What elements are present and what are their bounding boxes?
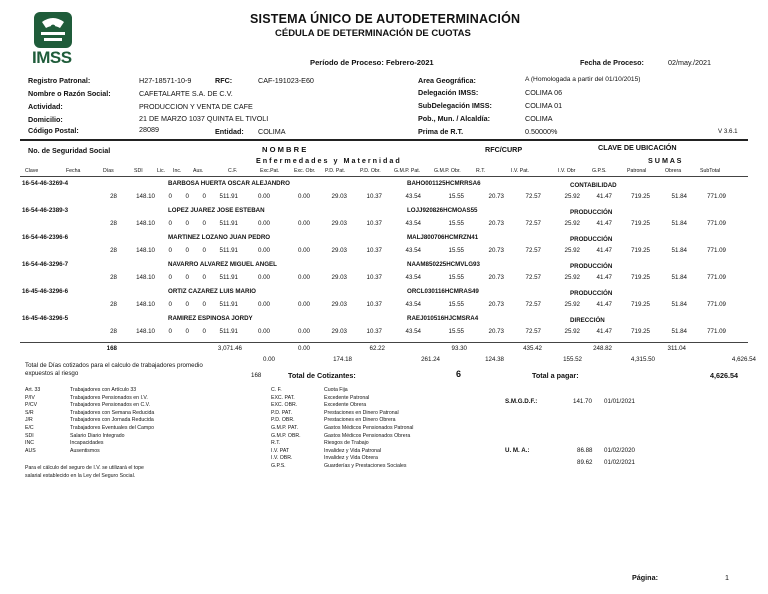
- employee-area: PRODUCCIÓN: [570, 290, 613, 297]
- process-period: Período de Proceso: Febrero-2021: [310, 58, 434, 67]
- row-value: 28: [110, 193, 117, 200]
- entidad-value: COLIMA: [258, 127, 286, 136]
- legend-code: P.D. OBR.: [271, 417, 295, 424]
- smgdf-value: 141.70: [573, 398, 592, 405]
- row-value: 15.55: [448, 328, 464, 335]
- row-value: 29.03: [331, 247, 347, 254]
- smgdf-date: 01/01/2021: [604, 398, 635, 405]
- uma-label: U. M. A.:: [505, 447, 530, 454]
- row-value: 771.09: [707, 193, 726, 200]
- row-value: 0.00: [297, 301, 310, 308]
- employee-curp: BAHO001125HCMRRSA6: [407, 180, 481, 187]
- legend-desc: Gastos Médicos Pensionados Patronal: [324, 425, 414, 431]
- total-line1-value: 93.30: [451, 345, 467, 352]
- domicilio-value: 21 DE MARZO 1037 QUINTA EL TIVOLI: [139, 114, 269, 123]
- row-value: 719.25: [631, 193, 650, 200]
- delegacion-value: COLIMA 06: [525, 88, 563, 97]
- row-value: 28: [110, 328, 117, 335]
- nombre-value: CAFETALARTE S.A. DE C.V.: [139, 89, 233, 98]
- row-value: 719.25: [631, 274, 650, 281]
- row-value: 15.55: [448, 193, 464, 200]
- row-value: 29.03: [331, 220, 347, 227]
- row-value: 0: [185, 193, 189, 200]
- legend-desc: Riesgos de Trabajo: [324, 440, 369, 447]
- row-value: 0.00: [257, 301, 270, 308]
- employee-name: LOPEZ JUAREZ JOSE ESTEBAN: [168, 207, 265, 214]
- subheader-label: G.M.P. Obr.: [434, 168, 461, 174]
- total-line2-value: 124.38: [485, 356, 504, 363]
- legend-note-2: salarial establecido en la Ley del Seguro Social.: [25, 473, 136, 479]
- total-line2-value: 155.52: [563, 356, 582, 363]
- subheader-label: P.D. Pat.: [325, 168, 346, 174]
- row-value: 0: [202, 193, 206, 200]
- row-value: 0: [168, 301, 172, 308]
- row-value: 10.37: [366, 220, 382, 227]
- col-sumas: S U M A S: [648, 156, 682, 165]
- row-value: 719.25: [631, 328, 650, 335]
- row-value: 20.73: [488, 247, 504, 254]
- row-value: 0: [185, 328, 189, 335]
- dias-total: 168: [251, 372, 262, 379]
- row-value: 43.54: [405, 193, 421, 200]
- row-value: 41.47: [596, 220, 612, 227]
- uma-date-2: 01/02/2021: [604, 459, 635, 466]
- row-value: 0: [202, 301, 206, 308]
- row-value: 771.09: [707, 328, 726, 335]
- subheader-label: Exc. Obr.: [294, 168, 316, 174]
- row-value: 10.37: [366, 274, 382, 281]
- row-value: 72.57: [525, 247, 541, 254]
- legend-desc: Guarderías y Prestaciones Sociales: [324, 463, 407, 469]
- total-line1-value: 168: [106, 345, 117, 352]
- row-value: 43.54: [405, 247, 421, 254]
- employee-nss: 16-54-46-3296-7: [22, 261, 69, 268]
- row-value: 0: [202, 220, 206, 227]
- row-value: 72.57: [525, 274, 541, 281]
- row-value: 20.73: [488, 274, 504, 281]
- rfc-value: CAF-191023-E60: [258, 76, 314, 85]
- document-title: SISTEMA ÚNICO DE AUTODETERMINACIÓN: [250, 12, 521, 26]
- row-value: 72.57: [525, 301, 541, 308]
- legend-code: E/C: [25, 425, 34, 431]
- row-value: 51.84: [671, 274, 687, 281]
- actividad-value: PRODUCCION Y VENTA DE CAFE: [139, 102, 253, 111]
- col-enf: E n f e r m e d a d e s y M a t e r n i d a d: [256, 156, 400, 165]
- legend-desc: Prestaciones en Dinero Patronal: [324, 409, 399, 416]
- row-value: 41.47: [596, 274, 612, 281]
- row-value: 29.03: [331, 301, 347, 308]
- row-value: 719.25: [631, 301, 650, 308]
- employee-nss: 16-54-46-2396-6: [22, 234, 69, 241]
- legend-code: I.V. OBR.: [271, 455, 293, 462]
- row-value: 10.37: [366, 328, 382, 335]
- prima-label: Prima de R.T.: [418, 127, 464, 136]
- row-value: 0.00: [297, 193, 310, 200]
- row-value: 0.00: [257, 220, 270, 227]
- row-value: 0.00: [257, 274, 270, 281]
- page-number: 1: [725, 573, 729, 582]
- total-line2-value: 0.00: [262, 356, 275, 363]
- row-value: 41.47: [596, 301, 612, 308]
- row-value: 10.37: [366, 193, 382, 200]
- employee-name: ORTIZ CAZAREZ LUIS MARIO: [168, 288, 256, 295]
- row-value: 51.84: [671, 328, 687, 335]
- uma-value-1: 86.88: [577, 447, 593, 454]
- row-value: 25.92: [564, 328, 580, 335]
- legend-desc: Trabajadores Eventuales del Campo: [70, 425, 155, 431]
- pagar-value: 4,626.54: [710, 371, 738, 380]
- pob-label: Pob., Mun. / Alcaldía:: [418, 114, 491, 123]
- row-value: 29.03: [331, 274, 347, 281]
- subheader-label: G.P.S.: [592, 168, 607, 174]
- legend-code: INC: [25, 440, 34, 447]
- row-value: 0: [185, 301, 189, 308]
- total-line2-value: 4,626.54: [731, 356, 756, 363]
- row-value: 771.09: [707, 274, 726, 281]
- row-value: 41.47: [596, 328, 612, 335]
- row-value: 41.47: [596, 193, 612, 200]
- row-value: 51.84: [671, 220, 687, 227]
- subheader-label: Inc.: [173, 168, 182, 174]
- row-value: 28: [110, 274, 117, 281]
- legend-code: EXC. PAT.: [271, 394, 295, 401]
- employee-curp: ORCL030116HCMRAS49: [407, 288, 479, 295]
- subheader-label: Exc.Pat.: [260, 168, 280, 174]
- col-nss: No. de Seguridad Social: [28, 146, 111, 155]
- legend-desc: Excedente Patronal: [324, 394, 370, 401]
- row-value: 148.10: [136, 193, 155, 200]
- entidad-label: Entidad:: [215, 127, 244, 136]
- legend-code: C. F.: [271, 387, 282, 393]
- row-value: 25.92: [564, 301, 580, 308]
- legend-code: Art. 33: [25, 387, 41, 393]
- legend-desc: Salario Diario Integrado: [70, 432, 125, 439]
- row-value: 29.03: [331, 193, 347, 200]
- cp-value: 28089: [139, 125, 159, 134]
- legend-desc: Trabajadores con Semana Reducida: [70, 409, 155, 416]
- row-value: 41.47: [596, 247, 612, 254]
- row-value: 0: [168, 193, 172, 200]
- subdelegacion-label: SubDelegación IMSS:: [418, 101, 492, 110]
- process-date: 02/may./2021: [668, 58, 712, 67]
- subheader-label: SubTotal: [700, 168, 721, 174]
- row-value: 28: [110, 220, 117, 227]
- row-value: 10.37: [366, 247, 382, 254]
- registro-label: Registro Patronal:: [28, 76, 91, 85]
- row-value: 0: [185, 247, 189, 254]
- legend-code: G.P.S.: [271, 463, 286, 469]
- legend-code: P/IV: [25, 394, 35, 401]
- subheader-label: I.V. Obr: [558, 168, 576, 174]
- row-value: 511.91: [219, 274, 238, 281]
- row-value: 15.55: [448, 301, 464, 308]
- legend-code: S/R: [25, 409, 34, 416]
- row-value: 148.10: [136, 274, 155, 281]
- row-value: 28: [110, 301, 117, 308]
- pagar-label: Total a pagar:: [532, 371, 579, 380]
- row-value: 72.57: [525, 328, 541, 335]
- subheader-label: Días: [103, 168, 114, 174]
- legend-code: P.D. PAT.: [271, 409, 293, 416]
- total-line2-value: 174.18: [333, 356, 352, 363]
- page-label: Página:: [632, 573, 658, 582]
- totals-rule: [20, 342, 748, 343]
- row-value: 0: [168, 220, 172, 227]
- legend-code: EXC. OBR.: [271, 402, 298, 409]
- employee-nss: 16-45-46-3296-6: [22, 288, 69, 295]
- row-value: 148.10: [136, 301, 155, 308]
- employee-area: DIRECCIÓN: [570, 317, 605, 324]
- row-value: 0.00: [297, 220, 310, 227]
- employee-nss: 16-54-46-2389-3: [22, 207, 69, 214]
- legend-desc: Trabajadores Pensionados en C.V.: [70, 402, 151, 409]
- dias-note: Total de Días cotizados para el calculo de trabajadores promedio expuestos al riesgo: [25, 362, 203, 377]
- subheader-rule: [20, 176, 748, 177]
- row-value: 20.73: [488, 220, 504, 227]
- rfc-label: RFC:: [215, 76, 233, 85]
- subheader-label: Fecha: [66, 168, 81, 174]
- employee-area: CONTABILIDAD: [570, 182, 617, 189]
- row-value: 43.54: [405, 220, 421, 227]
- employee-curp: RAEJ010516HJCMSRA4: [407, 315, 479, 322]
- total-line1-value: 3,071.46: [217, 345, 242, 352]
- row-value: 0: [185, 220, 189, 227]
- row-value: 51.84: [671, 301, 687, 308]
- subheader-label: SDI: [134, 168, 143, 174]
- pob-value: COLIMA: [525, 114, 553, 123]
- row-value: 0.00: [297, 247, 310, 254]
- legend-desc: Prestaciones en Dinero Obrera: [324, 417, 396, 424]
- legend-code: AUS: [25, 447, 36, 454]
- row-value: 51.84: [671, 193, 687, 200]
- row-value: 15.55: [448, 220, 464, 227]
- legend-note-1: Para el cálculo del seguro de I.V. se utilizará el tope: [25, 465, 144, 471]
- row-value: 29.03: [331, 328, 347, 335]
- logo-text: IMSS: [32, 48, 72, 67]
- legend-desc: Gastos Médicos Pensionados Obrera: [324, 432, 411, 439]
- row-value: 15.55: [448, 274, 464, 281]
- legend-code: G.M.P. PAT.: [271, 425, 299, 431]
- subheader-label: Lic.: [157, 168, 166, 174]
- employee-name: MARTINEZ LOZANO JUAN PEDRO: [168, 234, 271, 241]
- legend-code: G.M.P. OBR.: [271, 432, 301, 439]
- row-value: 43.54: [405, 301, 421, 308]
- legend-desc: Cuota Fija: [324, 387, 348, 393]
- legend-code: J/R: [25, 417, 33, 424]
- row-value: 51.84: [671, 247, 687, 254]
- row-value: 43.54: [405, 274, 421, 281]
- legend-code: P/CV: [25, 402, 38, 409]
- total-line1-value: 435.42: [523, 345, 542, 352]
- employee-area: PRODUCCIÓN: [570, 209, 613, 216]
- row-value: 72.57: [525, 220, 541, 227]
- row-value: 0.00: [257, 328, 270, 335]
- row-value: 0: [202, 328, 206, 335]
- row-value: 0: [168, 274, 172, 281]
- row-value: 511.91: [219, 328, 238, 335]
- row-value: 771.09: [707, 301, 726, 308]
- total-line1-value: 62.22: [369, 345, 385, 352]
- row-value: 0: [185, 274, 189, 281]
- row-value: 511.91: [219, 220, 238, 227]
- subheader-label: I.V. Pat.: [511, 168, 529, 174]
- employee-curp: NAAM850225HCMVLG93: [407, 261, 480, 268]
- subheader-label: R.T.: [476, 168, 486, 174]
- employee-nss: 16-45-46-3296-5: [22, 315, 69, 322]
- row-value: 511.91: [219, 193, 238, 200]
- row-value: 0: [202, 274, 206, 281]
- document-subtitle: CÉDULA DE DETERMINACIÓN DE CUOTAS: [275, 28, 471, 39]
- row-value: 25.92: [564, 247, 580, 254]
- cotizantes-label: Total de Cotizantes:: [288, 371, 356, 380]
- area-value: A (Homologada a partir del 01/10/2015): [525, 76, 641, 83]
- row-value: 511.91: [219, 247, 238, 254]
- row-value: 148.10: [136, 247, 155, 254]
- legend-code: R.T.: [271, 440, 281, 447]
- total-line1-value: 248.82: [593, 345, 612, 352]
- actividad-label: Actividad:: [28, 102, 63, 111]
- row-value: 28: [110, 247, 117, 254]
- subdelegacion-value: COLIMA 01: [525, 101, 563, 110]
- row-value: 0: [202, 247, 206, 254]
- total-line1-value: 311.04: [667, 345, 686, 352]
- nombre-label: Nombre o Razón Social:: [28, 89, 111, 98]
- legend-desc: Excedente Obrera: [324, 402, 367, 409]
- employee-curp: MALJ800706HCMRZN41: [407, 234, 479, 241]
- legend-desc: Trabajadores con Jornada Reducida: [70, 417, 154, 424]
- row-value: 20.73: [488, 193, 504, 200]
- row-value: 10.37: [366, 301, 382, 308]
- row-value: 25.92: [564, 220, 580, 227]
- subheader-label: Obrera: [665, 168, 682, 174]
- total-line1-value: 0.00: [297, 345, 310, 352]
- subheader-label: G.M.P. Pat.: [394, 168, 421, 174]
- row-value: 148.10: [136, 220, 155, 227]
- employee-nss: 16-54-46-3269-4: [22, 180, 69, 187]
- row-value: 771.09: [707, 220, 726, 227]
- subheader-label: P.D. Obr.: [360, 168, 381, 174]
- uma-date-1: 01/02/2020: [604, 447, 635, 454]
- col-rfc: RFC/CURP: [485, 145, 523, 154]
- row-value: 72.57: [525, 193, 541, 200]
- legend-desc: Invalidez y Vida Patronal: [324, 447, 382, 454]
- legend-desc: Incapacidades: [70, 440, 104, 447]
- process-date-label: Fecha de Proceso:: [580, 58, 644, 67]
- domicilio-label: Domicilio:: [28, 115, 63, 124]
- row-value: 20.73: [488, 328, 504, 335]
- employee-name: BARBOSA HUERTA OSCAR ALEJANDRO: [168, 180, 290, 187]
- row-value: 0.00: [297, 274, 310, 281]
- employee-name: NAVARRO ALVAREZ MIGUEL ANGEL: [168, 261, 277, 268]
- col-clave: CLAVE DE UBICACIÓN: [598, 143, 677, 152]
- row-value: 771.09: [707, 247, 726, 254]
- employee-area: PRODUCCIÓN: [570, 263, 613, 270]
- header-rule: [20, 139, 748, 141]
- version-label: V 3.6.1: [718, 128, 738, 135]
- row-value: 20.73: [488, 301, 504, 308]
- total-line2-value: 4,315.50: [630, 356, 655, 363]
- employee-area: PRODUCCIÓN: [570, 236, 613, 243]
- uma-value-2: 89.62: [577, 459, 593, 466]
- cotizantes-value: 6: [456, 369, 462, 379]
- area-label: Area Geográfica:: [418, 76, 476, 85]
- smgdf-label: S.M.G.D.F.:: [505, 398, 538, 405]
- row-value: 719.25: [631, 247, 650, 254]
- subheader-label: Aus.: [193, 168, 204, 174]
- row-value: 719.25: [631, 220, 650, 227]
- row-value: 0.00: [297, 328, 310, 335]
- row-value: 25.92: [564, 193, 580, 200]
- employee-curp: LOJJ920826HCMOAS55: [407, 207, 478, 214]
- row-value: 511.91: [219, 301, 238, 308]
- legend-code: SDI: [25, 432, 34, 439]
- subheader-label: Clave: [25, 168, 39, 174]
- registro-value: H27-18571-10-9: [139, 76, 192, 85]
- subheader-label: C.F.: [228, 168, 238, 174]
- row-value: 25.92: [564, 274, 580, 281]
- prima-value: 0.50000%: [525, 127, 558, 136]
- row-value: 0.00: [257, 247, 270, 254]
- legend-desc: Invalidez y Vida Obrera: [324, 455, 378, 462]
- delegacion-label: Delegación IMSS:: [418, 88, 479, 97]
- legend-desc: Ausentismos: [70, 447, 100, 454]
- col-nombre: N O M B R E: [262, 145, 307, 154]
- legend-desc: Trabajadores Pensionados en I.V.: [70, 394, 148, 401]
- subheader-label: Patronal: [627, 168, 647, 174]
- row-value: 148.10: [136, 328, 155, 335]
- legend-code: I.V. PAT: [271, 447, 290, 454]
- total-line2-value: 261.24: [421, 356, 440, 363]
- cp-label: Código Postal:: [28, 126, 79, 135]
- legend-desc: Trabajadores con Artículo 33: [70, 387, 137, 393]
- row-value: 43.54: [405, 328, 421, 335]
- row-value: 15.55: [448, 247, 464, 254]
- row-value: 0: [168, 328, 172, 335]
- employee-name: RAMIREZ ESPINOSA JORDY: [168, 315, 253, 322]
- row-value: 0.00: [257, 193, 270, 200]
- imss-logo: [28, 10, 78, 68]
- row-value: 0: [168, 247, 172, 254]
